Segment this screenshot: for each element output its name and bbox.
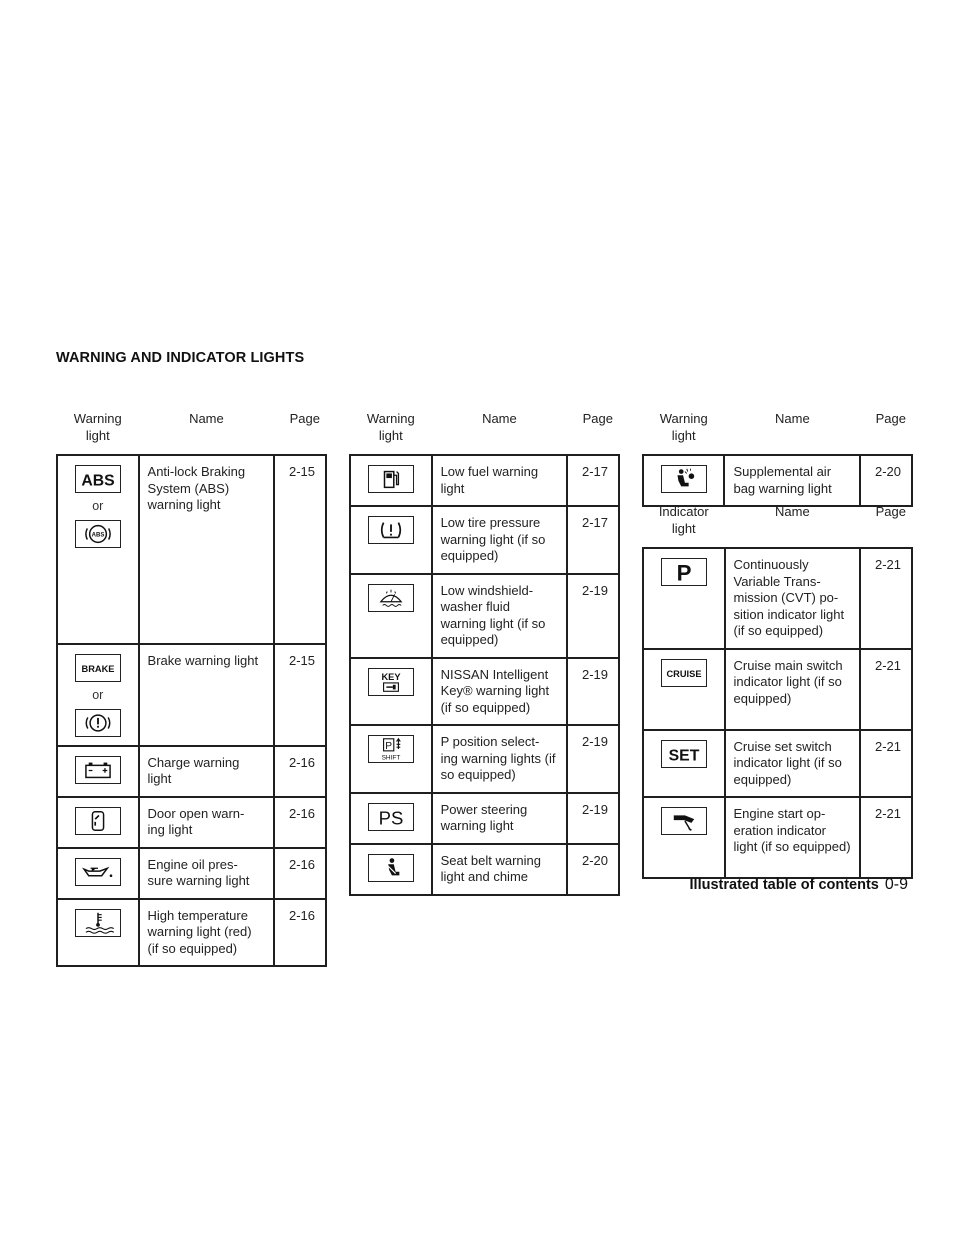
row-name: Supplemental air bag warning light [724,455,860,506]
airbag-icon [661,465,707,493]
seat-belt-icon [368,854,414,882]
abs-warning-icon [75,465,121,493]
or-label: or [92,499,104,513]
table-row [350,658,619,726]
row-page: 2-21 [860,797,912,878]
table-row [643,730,912,798]
header-page: Page [875,504,906,519]
section-title: WARNING AND INDICATOR LIGHTS [56,350,305,366]
indicator-lights-table [642,501,913,879]
svg-text:BRAKE: BRAKE [81,664,115,675]
battery-charge-icon [75,756,121,784]
header-name: Name [775,411,810,426]
svg-text:ABS: ABS [91,531,105,538]
header-name: Name [775,504,810,519]
row-name: Low windshield- washer fluid warning light (if so equipped) [432,574,568,658]
header-name: Name [189,411,224,426]
brake-warning-icon [75,654,121,682]
page-footer [690,876,908,894]
table-row [350,455,619,506]
door-open-icon [75,807,121,835]
row-name: Brake warning light [139,644,275,746]
row-name: Engine start op- eration indicator light (if so equipped) [725,797,861,878]
header-warning-light: Warning light [659,411,708,443]
header-page: Page [582,411,613,426]
power-steering-icon [368,803,414,831]
abs-circle-icon [75,520,121,548]
p-position-icon [661,558,707,586]
svg-text:SET: SET [668,747,700,764]
svg-text:ABS: ABS [81,472,115,490]
table-row [57,455,326,644]
table-row [643,797,912,878]
warning-lights-table-3 [642,408,913,507]
row-page: 2-15 [274,455,326,644]
row-name: Charge warning light [139,746,275,797]
coolant-temperature-icon [75,909,121,937]
row-name: Continuously Variable Trans- mission (CVT) po- sition indicator light (if so equipped) [725,548,861,649]
row-name: Seat belt warning light and chime [432,844,568,895]
table-row [350,844,619,895]
row-name: High temperature warning light (red) (if so equipped) [139,899,275,967]
table-row [643,548,912,649]
row-name: Cruise set switch indicator light (if so equipped) [725,730,861,798]
row-name: Low fuel warning light [432,455,568,506]
row-page: 2-17 [567,455,619,506]
row-name: NISSAN Intelligent Key® warning light (if so equipped) [432,658,568,726]
brake-circle-icon [75,709,121,737]
table-row [57,746,326,797]
table-row [350,793,619,844]
header-page: Page [289,411,320,426]
table-row [350,574,619,658]
key-icon [368,668,414,696]
footer-title: Illustrated table of contents [689,877,879,893]
row-page: 2-15 [274,644,326,746]
table-row [57,797,326,848]
table-row [57,899,326,967]
oil-can-icon [75,858,121,886]
row-page: 2-19 [567,658,619,726]
header-warning-light: Warning light [73,411,122,443]
svg-text:CRUISE: CRUISE [666,668,702,679]
cruise-icon [661,659,707,687]
table-row [643,649,912,730]
warning-lights-table-1 [56,408,327,967]
header-page: Page [875,411,906,426]
svg-text:P: P [676,560,692,585]
header-name: Name [482,411,517,426]
row-name: Engine oil pres- sure warning light [139,848,275,899]
footer-page-number: 0-9 [884,876,908,893]
svg-text:PS: PS [378,806,404,828]
row-page: 2-21 [860,730,912,798]
row-name: Power steering warning light [432,793,568,844]
row-name: Low tire pressure warning light (if so equipped) [432,506,568,574]
row-name: P position select- ing warning lights (if so equipped) [432,725,568,793]
row-page: 2-21 [860,548,912,649]
row-page: 2-21 [860,649,912,730]
row-page: 2-16 [274,746,326,797]
row-page: 2-20 [567,844,619,895]
warning-lights-table-2 [349,408,620,896]
header-indicator-light: Indicator light [658,504,709,536]
p-shift-icon [368,735,414,763]
svg-text:SHIFT: SHIFT [381,754,401,762]
fuel-pump-icon [368,465,414,493]
engine-start-icon [661,807,707,835]
row-page: 2-19 [567,793,619,844]
row-page: 2-16 [274,899,326,967]
header-warning-light: Warning light [366,411,415,443]
row-name: Door open warn- ing light [139,797,275,848]
table-row [350,725,619,793]
tire-pressure-icon [368,516,414,544]
row-page: 2-19 [567,574,619,658]
row-name: Anti-lock Braking System (ABS) warning light [139,455,275,644]
svg-text:P: P [385,741,392,752]
svg-text:KEY: KEY [381,671,401,682]
row-name: Cruise main switch indicator light (if so equipped) [725,649,861,730]
table-row [57,644,326,746]
row-page: 2-16 [274,848,326,899]
row-page: 2-20 [860,455,912,506]
cruise-set-icon [661,740,707,768]
table-row [57,848,326,899]
or-label: or [92,688,104,702]
washer-fluid-icon [368,584,414,612]
row-page: 2-19 [567,725,619,793]
table-row [350,506,619,574]
row-page: 2-16 [274,797,326,848]
row-page: 2-17 [567,506,619,574]
table-row [643,455,912,506]
